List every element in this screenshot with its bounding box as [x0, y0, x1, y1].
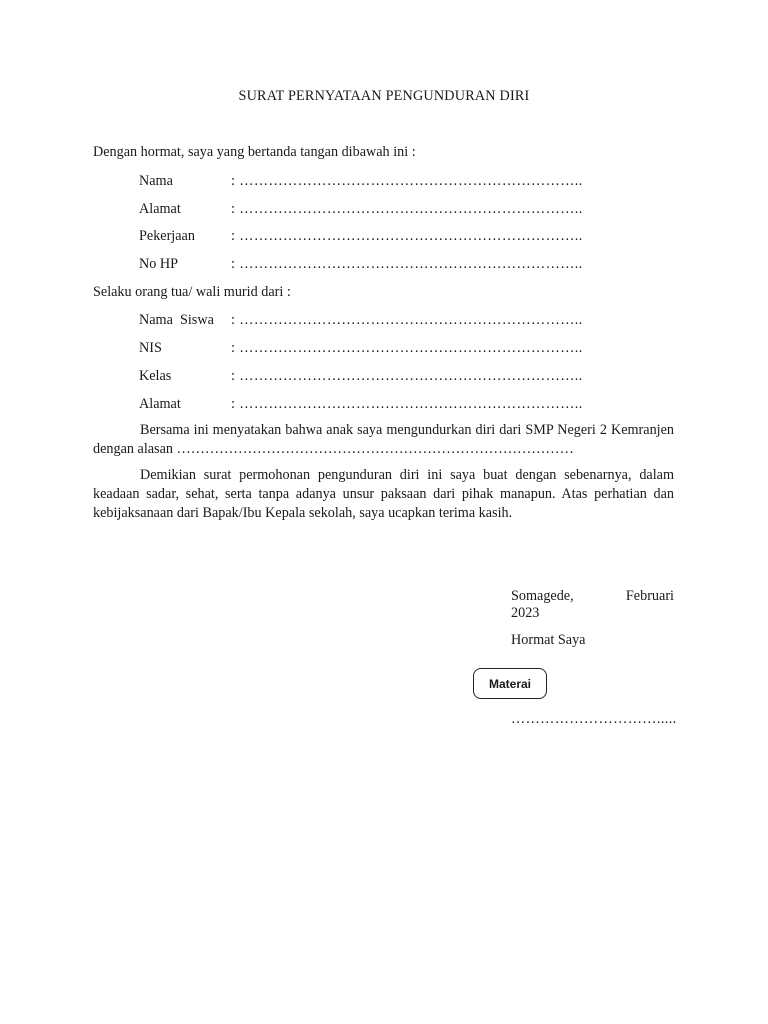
field-blank: : …………………………………………………………….. [231, 368, 583, 384]
field-blank: : …………………………………………………………….. [231, 173, 583, 189]
signature-month: Februari [625, 588, 674, 604]
materai-stamp-box: Materai [473, 668, 547, 699]
field-pekerjaan [139, 228, 739, 246]
signature-date [511, 588, 674, 622]
field-label: Pekerjaan [139, 228, 195, 244]
field-alamat-siswa [139, 396, 739, 414]
field-blank: : …………………………………………………………….. [231, 340, 583, 356]
field-label: No HP [139, 256, 179, 272]
field-label: Alamat [139, 201, 181, 217]
field-kelas [139, 368, 739, 386]
signature-closing: Hormat Saya [511, 632, 586, 648]
field-label: NIS [139, 340, 162, 356]
field-no-hp [139, 256, 739, 274]
field-blank: : …………………………………………………………….. [231, 201, 583, 217]
signature-name-line: …………………………..... [511, 711, 677, 727]
field-nama-siswa [139, 312, 739, 330]
field-label: Nama [139, 173, 173, 189]
signature-year: 2023 [511, 605, 540, 621]
closing-paragraph: Demikian surat permohonan pengunduran diri ini saya buat dengan sebenarnya, dalam keadaan sadar, sehat, serta tanpa adanya unsur paksaan dari pihak manapun. Atas perhatian dan kebijaksanaan dari Bapak/Ibu Kepala sekolah, saya ucapkan terima kasih. [93, 467, 674, 521]
field-blank: : …………………………………………………………….. [231, 396, 583, 412]
field-label: Nama Siswa [139, 312, 214, 328]
field-label: Alamat [139, 396, 181, 412]
field-nama [139, 173, 739, 191]
intro-text: Dengan hormat, saya yang bertanda tangan dibawah ini : [93, 144, 416, 160]
guardian-intro-text: Selaku orang tua/ wali murid dari : [93, 284, 291, 300]
field-blank: : …………………………………………………………….. [231, 256, 583, 272]
field-blank: : …………………………………………………………….. [231, 312, 583, 328]
field-label: Kelas [139, 368, 172, 384]
field-alamat [139, 201, 739, 219]
letter-title: SURAT PERNYATAAN PENGUNDURAN DIRI [238, 88, 530, 104]
field-nis [139, 340, 739, 358]
statement-paragraph: Bersama ini menyatakan bahwa anak saya mengundurkan diri dari SMP Negeri 2 Kemranjen dengan alasan ………………………………………………………………………… [93, 422, 674, 457]
signature-place: Somagede, [511, 588, 574, 604]
field-blank: : …………………………………………………………….. [231, 228, 583, 244]
